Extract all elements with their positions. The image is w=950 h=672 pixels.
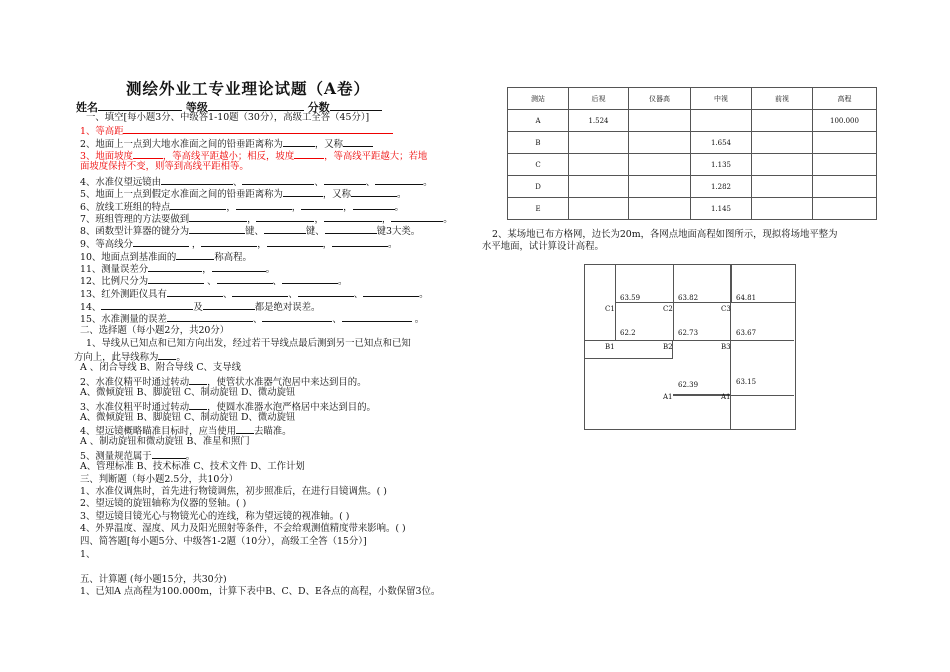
table-cell: D bbox=[508, 176, 569, 198]
grid-cell bbox=[585, 340, 673, 359]
grid-value: 62.39 bbox=[678, 381, 699, 389]
grid-point-label: B2 bbox=[663, 343, 673, 351]
answer-blank[interactable] bbox=[123, 124, 393, 134]
table-cell bbox=[691, 110, 752, 132]
answer-blank[interactable] bbox=[101, 300, 193, 310]
answer-blank[interactable] bbox=[148, 262, 202, 272]
table-cell[interactable] bbox=[752, 198, 813, 220]
question-7: 7、班组管理的方法要做到 ， ， ， 。 bbox=[80, 214, 453, 225]
answer-blank[interactable] bbox=[353, 200, 395, 210]
choice-1-text-b: 方向上，此导线称为 bbox=[74, 352, 159, 363]
score-blank[interactable] bbox=[330, 99, 382, 111]
question-2-text: 2、地面上一点到大地水准面之间的铅垂距离称为 bbox=[80, 139, 283, 150]
judge-1: 1、水准仪调焦时，首先进行物镜调焦，初步照准后，在进行目镜调焦。( ) bbox=[80, 486, 387, 497]
question-8-text-d: 键3大类。 bbox=[376, 226, 421, 237]
table-row bbox=[508, 110, 877, 132]
question-14-text: 14、 bbox=[80, 302, 102, 313]
answer-blank[interactable] bbox=[351, 187, 397, 197]
question-4: 4、水准仪望远镜由 、 、 、 。 bbox=[80, 177, 433, 188]
answer-blank[interactable] bbox=[298, 287, 354, 297]
answer-blank[interactable] bbox=[203, 300, 255, 310]
calc-question-1: 1、已知A 点高程为100.000m，计算下表中B、C、D、E各点的高程，小数保留3位。 bbox=[80, 586, 441, 597]
grid-point-label: B3 bbox=[721, 343, 731, 351]
grid-point-label: A1 bbox=[721, 393, 731, 401]
table-header: 中视 bbox=[691, 88, 752, 110]
choice-1-options: A 、闭合导线 B、附合导线 C、支导线 bbox=[80, 362, 242, 373]
judge-3: 3、望远镜目镜光心与物镜光心的连线，称为望远镜的视准轴。( ) bbox=[80, 511, 350, 522]
table-cell[interactable] bbox=[629, 132, 691, 154]
table-cell[interactable] bbox=[752, 132, 813, 154]
grid-value: 63.82 bbox=[678, 294, 699, 302]
question-6-text: 6、放线工班组的特点 bbox=[80, 202, 171, 213]
table-cell[interactable] bbox=[569, 198, 629, 220]
answer-blank[interactable] bbox=[232, 287, 288, 297]
question-3-text-c: ，等高线平距越大；若地 bbox=[324, 151, 428, 162]
choice-2-options: A、微倾旋钮 B、脚旋钮 C、制动旋钮 D、微动旋钮 bbox=[80, 387, 296, 398]
answer-blank[interactable] bbox=[283, 187, 323, 197]
answer-blank[interactable] bbox=[332, 237, 388, 247]
answer-blank[interactable] bbox=[212, 262, 266, 272]
choice-2-text-b: ，使管状水准器气泡居中来达到目的。 bbox=[207, 377, 367, 388]
answer-blank[interactable] bbox=[167, 312, 253, 322]
grid-point-label: C3 bbox=[721, 305, 731, 313]
answer-blank[interactable] bbox=[152, 449, 186, 459]
table-cell: E bbox=[508, 198, 569, 220]
answer-blank[interactable] bbox=[375, 175, 423, 185]
section-2-heading: 二、选择题（每小题2分，共20分） bbox=[80, 325, 230, 336]
answer-blank[interactable] bbox=[189, 212, 247, 222]
table-cell[interactable] bbox=[629, 176, 691, 198]
table-header: 高程 bbox=[813, 88, 877, 110]
judge-2: 2、望远镜的旋钮轴称为仪器的竖轴。( ) bbox=[80, 498, 247, 509]
question-10-text-b: 称高程。 bbox=[214, 252, 252, 263]
grid-value: 63.15 bbox=[736, 378, 757, 386]
table-header-row bbox=[508, 88, 877, 110]
question-4-text: 4、水准仪望远镜由 bbox=[80, 177, 161, 188]
question-8 bbox=[80, 224, 420, 238]
answer-blank[interactable] bbox=[301, 200, 343, 210]
answer-blank[interactable] bbox=[325, 224, 377, 234]
answer-blank[interactable] bbox=[133, 237, 189, 247]
choice-5-text: 5、测量规范属于 bbox=[80, 451, 152, 462]
grid-diagram bbox=[584, 264, 796, 430]
section-5-heading: 五、计算题 (每小题15分，共30分) bbox=[80, 574, 227, 585]
leveling-table bbox=[507, 87, 877, 220]
grid-value: 64.81 bbox=[736, 294, 757, 302]
answer-blank[interactable] bbox=[342, 312, 412, 322]
table-cell: 1.654 bbox=[691, 132, 752, 154]
question-13: 13、红外测距仪具有 、 、 、 。 bbox=[80, 289, 429, 300]
question-9-text: 9、等高线分 bbox=[80, 239, 133, 250]
choice-4-text-b: 去瞄准。 bbox=[253, 426, 292, 437]
table-cell: 1.282 bbox=[691, 176, 752, 198]
name-label: 姓名 bbox=[76, 101, 98, 114]
section-3-heading: 三、判断题（每小题2.5分，共10分） bbox=[80, 474, 239, 485]
grid-point-label: A1 bbox=[663, 393, 673, 401]
table-cell[interactable] bbox=[813, 176, 877, 198]
grade-label: 等级 bbox=[185, 101, 208, 114]
section-4-item-1: 1、 bbox=[80, 549, 96, 560]
grid-point-label: C1 bbox=[605, 305, 615, 313]
grid-value: 62.2 bbox=[620, 329, 636, 337]
answer-blank[interactable] bbox=[170, 200, 226, 210]
table-cell[interactable] bbox=[629, 198, 691, 220]
table-cell[interactable] bbox=[813, 132, 877, 154]
answer-blank[interactable] bbox=[282, 274, 338, 284]
answer-blank[interactable] bbox=[189, 224, 245, 234]
table-cell[interactable] bbox=[813, 198, 877, 220]
section-1-heading: 一、填空[每小题3分、中级答1-10题（30分），高级工全答（45分）] bbox=[86, 112, 370, 123]
question-3-text-b: ，等高线平距越小；相反，坡度 bbox=[162, 151, 295, 162]
answer-blank[interactable] bbox=[189, 375, 207, 385]
table-row bbox=[508, 132, 877, 154]
choice-4-options: A 、制动旋钮和微动旋钮 B、准星和照门 bbox=[80, 436, 250, 447]
answer-blank[interactable] bbox=[391, 212, 443, 222]
question-12: 12、比例尺分为 、 、 。 bbox=[80, 276, 348, 287]
answer-blank[interactable] bbox=[363, 287, 419, 297]
answer-blank[interactable] bbox=[324, 212, 382, 222]
question-7-text: 7、班组管理的方法要做到 bbox=[80, 214, 190, 225]
question-15-text: 15、水准测量的误差 bbox=[80, 314, 167, 325]
table-row bbox=[508, 154, 877, 176]
grid-point-label: C2 bbox=[663, 305, 673, 313]
question-8-text-b: 键、 bbox=[245, 226, 264, 237]
answer-blank[interactable] bbox=[294, 149, 324, 159]
answer-blank[interactable] bbox=[236, 424, 254, 434]
table-header: 前视 bbox=[752, 88, 813, 110]
question-3-text: 3、地面坡度 bbox=[80, 151, 133, 162]
answer-blank[interactable] bbox=[283, 137, 315, 147]
answer-blank[interactable] bbox=[201, 237, 257, 247]
question-9: 9、等高线分 ， ， ， 。 bbox=[80, 239, 398, 250]
table-row bbox=[508, 176, 877, 198]
table-cell[interactable] bbox=[813, 154, 877, 176]
question-11: 11、测量误差分 ， 。 bbox=[80, 264, 275, 275]
answer-blank[interactable] bbox=[264, 224, 306, 234]
table-cell: A bbox=[508, 110, 569, 132]
answer-blank[interactable] bbox=[236, 200, 292, 210]
table-cell: 1.145 bbox=[691, 198, 752, 220]
answer-blank[interactable] bbox=[133, 149, 163, 159]
choice-1-line1: 1、导线从已知点和已知方向出发，经过若干导线点最后测到另一已知点和已知 bbox=[86, 338, 411, 349]
question-12-text: 12、比例尺分为 bbox=[80, 276, 149, 287]
calc-question-2-line1: 2、某场地已布方格网，边长为20m，各网点地面高程如图所示，现拟将场地平整为 bbox=[492, 229, 838, 240]
choice-4-text: 4、望远镜概略瞄准目标时，应当使用 bbox=[80, 426, 236, 437]
table-header: 后视 bbox=[569, 88, 629, 110]
answer-blank[interactable] bbox=[343, 137, 373, 147]
grid-point-label: B1 bbox=[605, 343, 615, 351]
grid-value: 63.59 bbox=[620, 294, 641, 302]
grade-blank[interactable] bbox=[208, 99, 304, 111]
table-cell[interactable] bbox=[629, 110, 691, 132]
choice-5-options: A、管理标准 B、技术标准 C、技术文件 D、工作计划 bbox=[80, 461, 305, 472]
question-15: 15、水准测量的误差 、 、 。 bbox=[80, 314, 425, 325]
answer-blank[interactable] bbox=[176, 250, 214, 260]
choice-5-text-b: 。 bbox=[185, 451, 195, 462]
question-8-text: 8、函数型计算器的键分为 bbox=[80, 226, 190, 237]
grid-value: 63.67 bbox=[736, 329, 757, 337]
choice-2-text: 2、水准仪精平时通过转动 bbox=[80, 377, 190, 388]
answer-blank[interactable] bbox=[262, 312, 332, 322]
table-row bbox=[508, 198, 877, 220]
question-5-text-b: ，又称 bbox=[322, 189, 351, 200]
table-cell[interactable] bbox=[752, 110, 813, 132]
answer-blank[interactable] bbox=[256, 212, 314, 222]
question-14-text-b: 及 bbox=[193, 302, 203, 313]
table-cell[interactable] bbox=[569, 154, 629, 176]
question-6: 6、放线工班组的特点 ， ， ， 。 bbox=[80, 202, 404, 213]
calc-question-2-line2: 水平地面，试计算设计高程。 bbox=[482, 241, 604, 252]
table-cell[interactable] bbox=[752, 154, 813, 176]
answer-blank[interactable] bbox=[167, 287, 223, 297]
choice-3-options: A、微倾旋钮 B、脚旋钮 C、制动旋钮 D、微动旋钮 bbox=[80, 412, 296, 423]
question-5: 5、地面上一点到假定水准面之间的铅垂距离称为 ，又称 。 bbox=[80, 189, 407, 200]
answer-blank[interactable] bbox=[242, 175, 314, 185]
answer-blank[interactable] bbox=[217, 274, 273, 284]
answer-blank[interactable] bbox=[324, 175, 366, 185]
table-cell: 1.524 bbox=[569, 110, 629, 132]
table-header: 仪器高 bbox=[629, 88, 691, 110]
question-13-text: 13、红外测距仪具有 bbox=[80, 289, 167, 300]
choice-3-text: 3、水准仪粗平时通过转动 bbox=[80, 402, 190, 413]
answer-blank[interactable] bbox=[267, 237, 323, 247]
question-10-text: 10、地面点到基准面的 bbox=[80, 252, 177, 263]
table-cell[interactable] bbox=[752, 176, 813, 198]
table-cell: C bbox=[508, 154, 569, 176]
grid-value: 62.73 bbox=[678, 329, 699, 337]
question-2-text-b: ，又称 bbox=[314, 139, 343, 150]
section-4-heading: 四、简答题[每小题5分、中级答1-2题（10分），高级工全答（15分）] bbox=[80, 536, 367, 547]
table-cell[interactable] bbox=[569, 176, 629, 198]
table-cell: B bbox=[508, 132, 569, 154]
score-label: 分数 bbox=[307, 101, 330, 114]
table-header: 测站 bbox=[508, 88, 569, 110]
grid-cell bbox=[731, 340, 794, 396]
question-11-text: 11、测量误差分 bbox=[80, 264, 149, 275]
table-cell[interactable] bbox=[629, 154, 691, 176]
table-cell[interactable] bbox=[569, 132, 629, 154]
question-14-text-c: 都是绝对误差。 bbox=[254, 302, 321, 313]
question-8-text-c: 键、 bbox=[305, 226, 325, 237]
answer-blank[interactable] bbox=[161, 175, 233, 185]
question-1-text: 1、等高距 bbox=[80, 126, 124, 137]
answer-blank[interactable] bbox=[158, 350, 176, 360]
question-1 bbox=[80, 124, 393, 138]
choice-3-text-b: ，使圆水准器水泡严格居中来达到目的。 bbox=[207, 402, 376, 413]
table-cell: 100.000 bbox=[813, 110, 877, 132]
table-cell: 1.135 bbox=[691, 154, 752, 176]
question-3-cont: 面坡度保持不变，则等到高线平距相等。 bbox=[80, 161, 249, 172]
choice-1-line2: 方向上，此导线称为 。 bbox=[74, 352, 186, 363]
answer-blank[interactable] bbox=[189, 400, 207, 410]
page-title: 测绘外业工专业理论试题（A卷） bbox=[126, 79, 371, 98]
name-blank[interactable] bbox=[98, 99, 182, 111]
question-5-text: 5、地面上一点到假定水准面之间的铅垂距离称为 bbox=[80, 189, 283, 200]
answer-blank[interactable] bbox=[148, 274, 204, 284]
judge-4: 4、外界温度、湿度、风力及阳光照射等条件，不会给观测值精度带来影响。( ) bbox=[80, 523, 406, 534]
